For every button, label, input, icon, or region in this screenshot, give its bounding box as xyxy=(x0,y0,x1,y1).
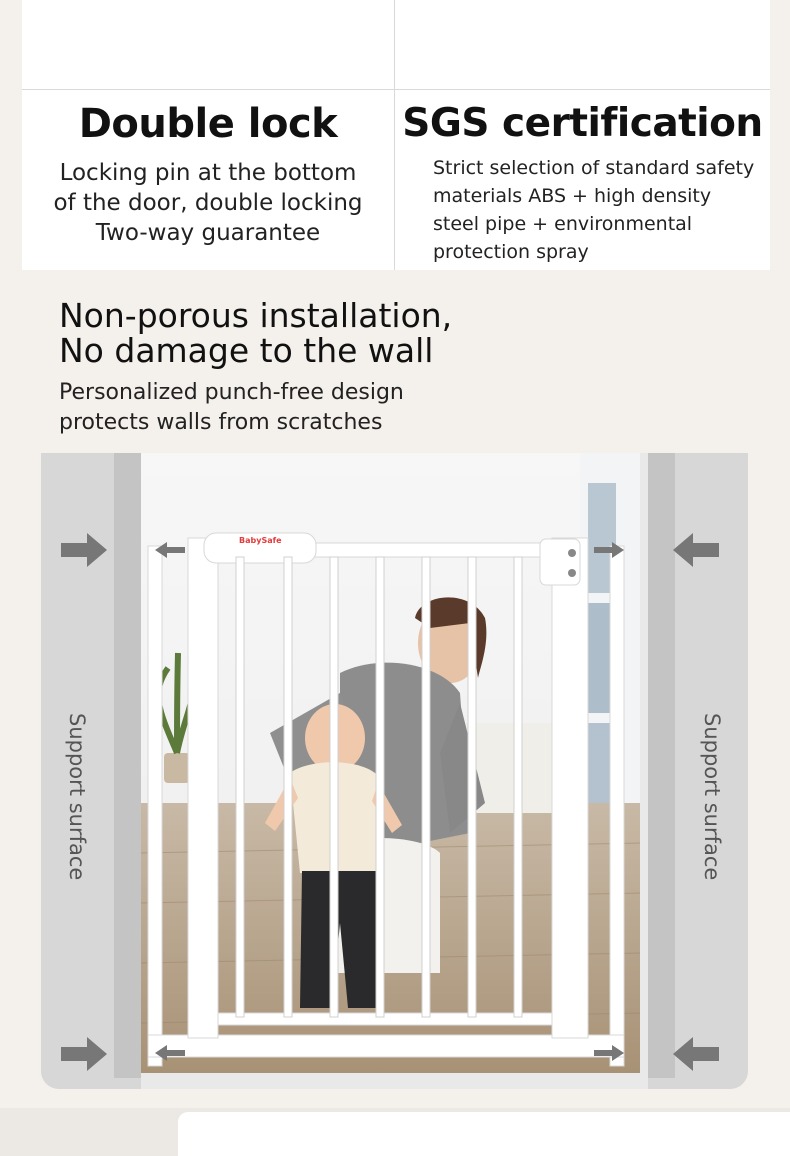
feature-sgs xyxy=(395,98,770,266)
feature-line: materials ABS + high density xyxy=(433,185,712,207)
install-heading-line: Non-porous installation, xyxy=(59,296,453,335)
bottom-strip xyxy=(0,1108,790,1156)
install-section xyxy=(59,298,452,438)
arrow-right-icon xyxy=(61,1037,107,1071)
arrow-left-icon xyxy=(673,1037,719,1071)
support-label: Support surface xyxy=(700,713,724,881)
install-heading-line: No damage to the wall xyxy=(59,331,434,370)
arrow-right-icon xyxy=(594,1045,624,1061)
feature-line: of the door, double locking xyxy=(53,190,363,216)
feature-description xyxy=(22,158,394,248)
arrow-right-icon xyxy=(61,533,107,567)
support-face xyxy=(648,453,675,1078)
feature-title: Double lock xyxy=(78,101,338,147)
arrow-left-icon xyxy=(673,533,719,567)
support-label: Support surface xyxy=(65,713,89,881)
next-section-edge xyxy=(178,1112,790,1156)
gate-photo xyxy=(140,453,640,1073)
install-subtext-line: protects walls from scratches xyxy=(59,410,383,435)
installation-illustration xyxy=(41,453,748,1089)
feature-line: Strict selection of standard safety xyxy=(433,157,755,179)
gate-brand: BabySafe xyxy=(239,536,282,545)
install-subtext-line: Personalized punch-free design xyxy=(59,380,404,405)
feature-line: steel pipe + environmental xyxy=(433,213,693,235)
install-subtext xyxy=(59,378,452,438)
feature-line: Two-way guarantee xyxy=(95,220,321,246)
support-face xyxy=(114,453,141,1078)
feature-double-lock xyxy=(22,98,394,248)
feature-card xyxy=(22,0,770,270)
feature-title: SGS certification xyxy=(402,101,763,146)
arrow-left-icon xyxy=(155,542,185,558)
feature-description xyxy=(433,154,770,266)
feature-line: Locking pin at the bottom xyxy=(59,160,357,186)
arrow-right-icon xyxy=(594,542,624,558)
feature-line: protection spray xyxy=(433,241,589,263)
arrow-left-icon xyxy=(155,1045,185,1061)
divider-horizontal xyxy=(22,89,770,90)
